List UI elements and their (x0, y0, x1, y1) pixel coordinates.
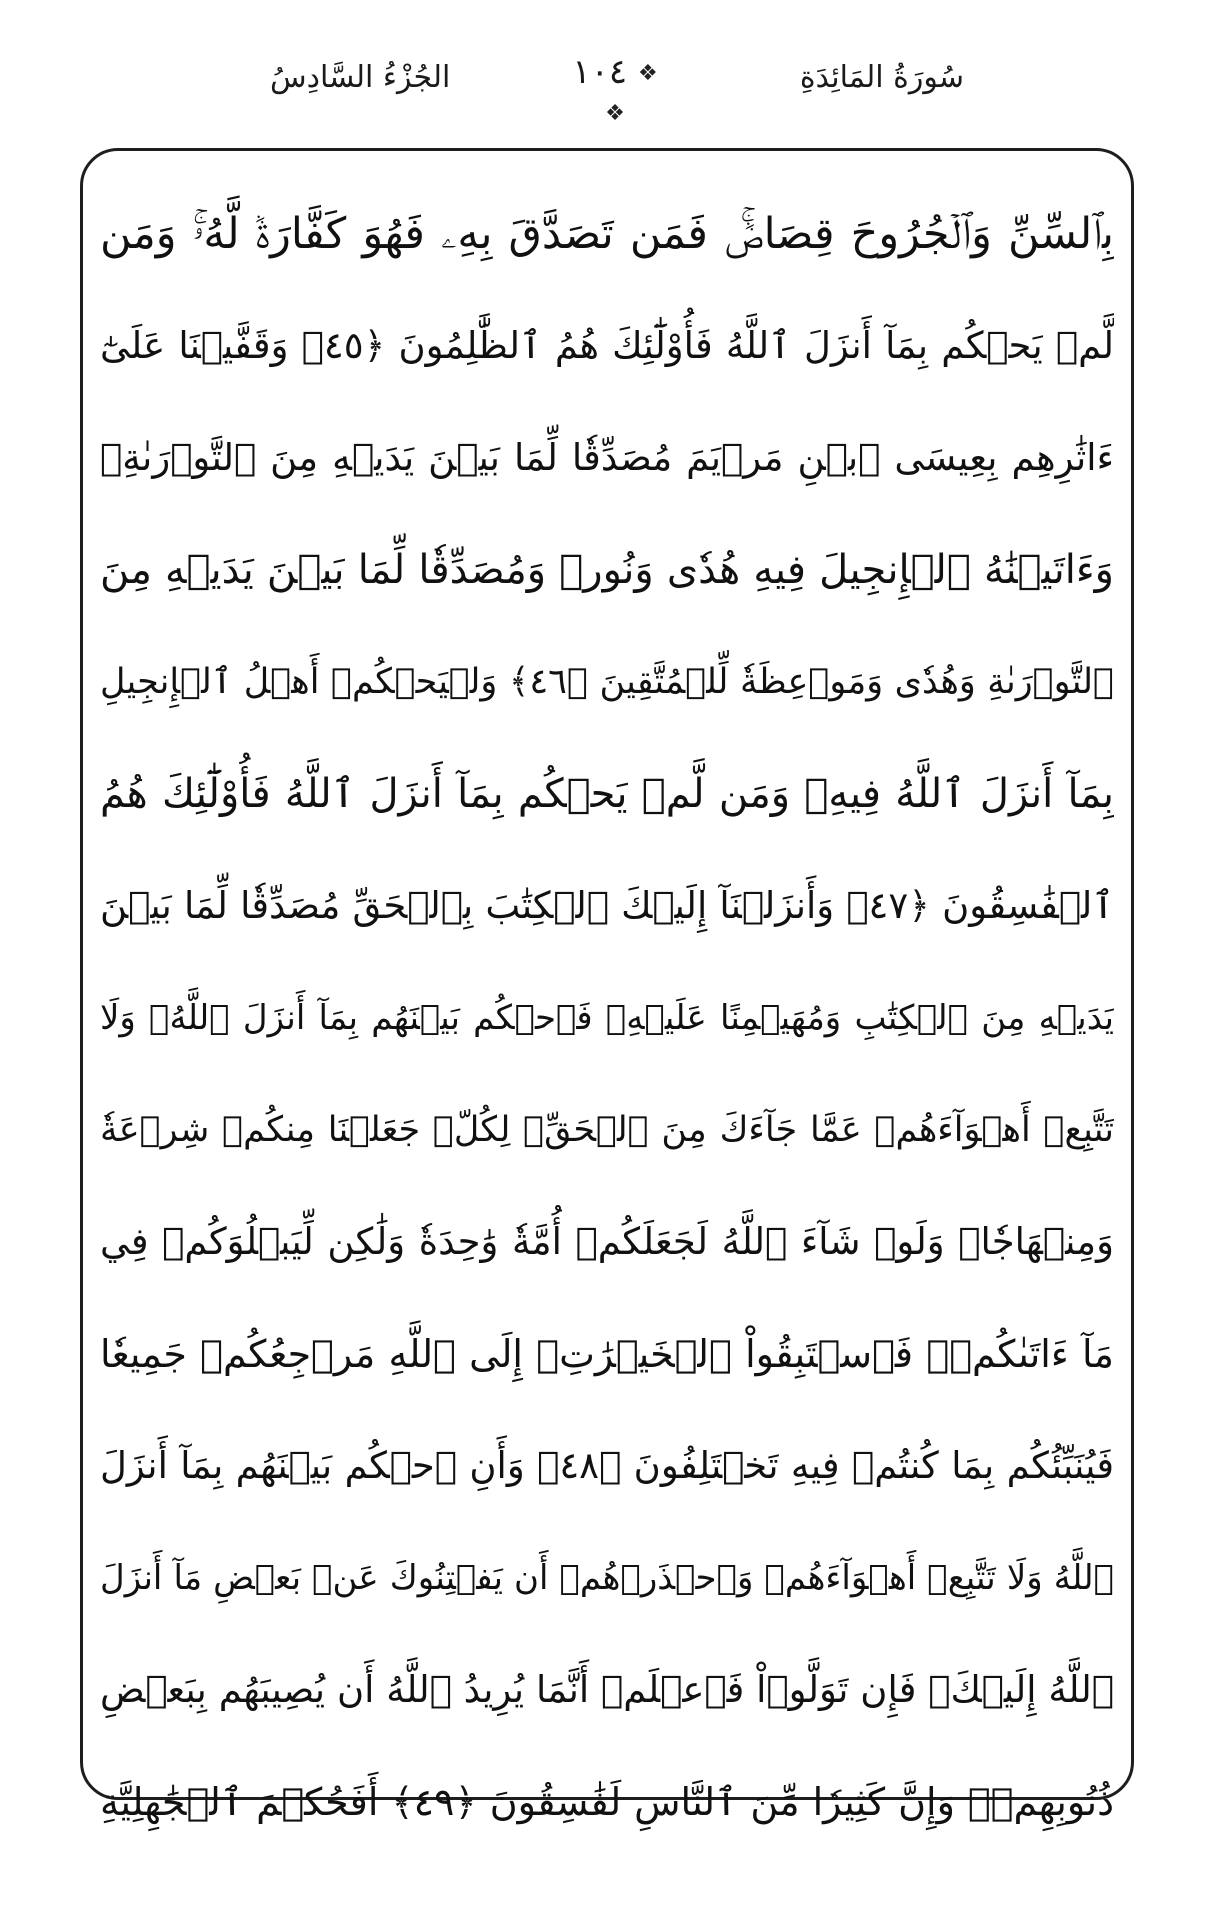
text-line: بِمَآ أَنزَلَ ٱللَّهُ فِيهِۚ وَمَن لَّمۡ يَحۡكُم بِمَآ أَنزَلَ ٱللَّهُ فَأُوْلَٰٓئِكَ هُمُ (100, 771, 1114, 817)
text-line: ٱلتَّوۡرَىٰةِ وَهُدٗى وَمَوۡعِظَةٗ لِّلۡمُتَّقِينَ ﴿٤٦﴾ وَلۡيَحۡكُمۡ أَهۡلُ ٱلۡإِنجِيلِ (100, 662, 1114, 702)
juz-name: الجُزْءُ السَّادِسُ (270, 60, 451, 95)
quran-text (100, 178, 1114, 1858)
text-line: مَآ ءَاتَىٰكُمۡۖ فَٱسۡتَبِقُواْ ٱلۡخَيۡرَٰتِۚ إِلَى ٱللَّهِ مَرۡجِعُكُمۡ جَمِيعٗا (100, 1332, 1114, 1376)
text-line: وَمِنۡهَاجٗاۚ وَلَوۡ شَآءَ ٱللَّهُ لَجَعَلَكُمۡ أُمَّةٗ وَٰحِدَةٗ وَلَٰكِن لِّيَبۡلُوَكُمۡ فِي (100, 1220, 1114, 1263)
text-line: ءَاثَٰرِهِم بِعِيسَى ٱبۡنِ مَرۡيَمَ مُصَدِّقٗا لِّمَا بَيۡنَ يَدَيۡهِ مِنَ ٱلتَّوۡرَىٰةِۖ (100, 436, 1114, 479)
text-line: ٱلۡفَٰسِقُونَ ﴿٤٧﴾ وَأَنزَلۡنَآ إِلَيۡكَ ٱلۡكِتَٰبَ بِٱلۡحَقِّ مُصَدِّقٗا لِّمَا بَيۡنَ (100, 884, 1114, 927)
text-line: بِٱلسِّنِّ وَٱلۡجُرُوحَ قِصَاصٞۚ فَمَن تَصَدَّقَ بِهِۦ فَهُوَ كَفَّارَةٞ لَّهُۥۚ وَمَن (100, 209, 1114, 259)
text-line: لَّمۡ يَحۡكُم بِمَآ أَنزَلَ ٱللَّهُ فَأُوْلَٰٓئِكَ هُمُ ٱلظَّٰلِمُونَ ﴿٤٥﴾ وَقَفَّيۡنَا عَلَىٰٓ (100, 324, 1114, 367)
text-line: وَءَاتَيۡنَٰهُ ٱلۡإِنجِيلَ فِيهِ هُدٗى وَنُورٞ وَمُصَدِّقٗا لِّمَا بَيۡنَ يَدَيۡهِ مِنَ (100, 547, 1114, 593)
page-header (0, 52, 1214, 126)
page-number-block (565, 52, 665, 132)
text-line: يَدَيۡهِ مِنَ ٱلۡكِتَٰبِ وَمُهَيۡمِنًا عَلَيۡهِۖ فَٱحۡكُم بَيۡنَهُم بِمَآ أَنزَلَ ٱللَّهُۖ وَلَا (100, 998, 1114, 1038)
text-line: ٱللَّهُ وَلَا تَتَّبِعۡ أَهۡوَآءَهُمۡ وَٱحۡذَرۡهُمۡ أَن يَفۡتِنُوكَ عَنۢ بَعۡضِ مَآ أَنزَلَ (100, 1558, 1114, 1598)
ornament-icon: ❖ (637, 61, 658, 86)
text-line: تَتَّبِعۡ أَهۡوَآءَهُمۡ عَمَّا جَآءَكَ مِنَ ٱلۡحَقِّۚ لِكُلّٖ جَعَلۡنَا مِنكُمۡ شِرۡعَةٗ (100, 1110, 1114, 1150)
text-line: ذُنُوبِهِمۡۗ وَإِنَّ كَثِيرٗا مِّنَ ٱلنَّاسِ لَفَٰسِقُونَ ﴿٤٩﴾ أَفَحُكۡمَ ٱلۡجَٰهِلِيَّةِ (100, 1780, 1114, 1824)
ornament-icon: ❖ (605, 101, 625, 126)
text-line: فَيُنَبِّئُكُم بِمَا كُنتُمۡ فِيهِ تَخۡتَلِفُونَ ﴿٤٨﴾ وَأَنِ ٱحۡكُم بَيۡنَهُم بِمَآ أَنزَلَ (100, 1444, 1114, 1487)
surah-name: سُورَةُ المَائِدَةِ (799, 60, 964, 95)
page-number: ١٠٤ (572, 52, 628, 92)
text-line: ٱللَّهُ إِلَيۡكَۖ فَإِن تَوَلَّوۡاْ فَٱعۡلَمۡ أَنَّمَا يُرِيدُ ٱللَّهُ أَن يُصِيبَهُم بِبَعۡضِ (100, 1668, 1114, 1711)
